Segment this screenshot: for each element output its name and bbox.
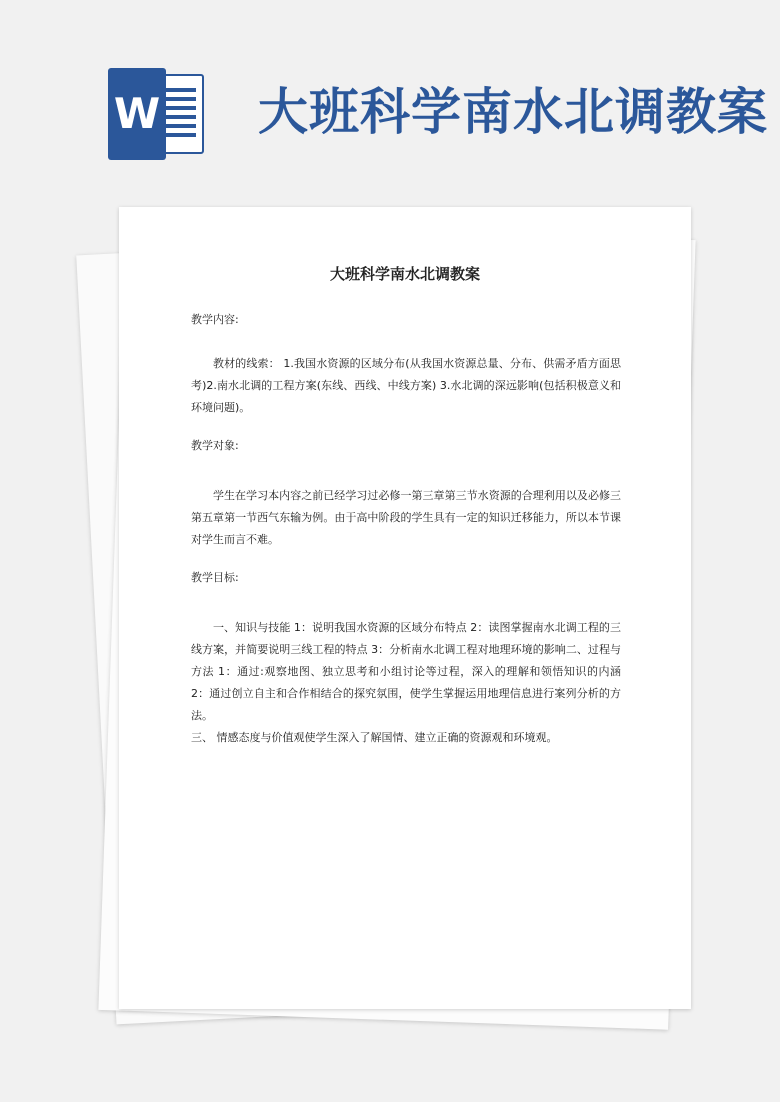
word-app-icon bbox=[108, 68, 208, 158]
section-heading: 教学对象: bbox=[191, 439, 239, 452]
section-heading: 教学目标: bbox=[191, 571, 239, 584]
document-body bbox=[191, 309, 621, 749]
section-heading: 教学内容: bbox=[191, 313, 239, 326]
document-page bbox=[119, 207, 691, 1009]
header-title: 大班科学南水北调教案 bbox=[258, 82, 768, 141]
section-paragraph-last-line: 三、 情感态度与价值观使学生深入了解国情、建立正确的资源观和环境观。 bbox=[191, 731, 558, 744]
document-title: 大班科学南水北调教案 bbox=[329, 265, 480, 283]
section-paragraph: 学生在学习本内容之前已经学习过必修一第三章第三节水资源的合理利用以及必修三第五章第一节西气东输为例。由于高中阶段的学生具有一定的知识迁移能力，所以本节课对学生而言不难。 bbox=[191, 489, 621, 546]
section-paragraph: 教材的线索： 1.我国水资源的区域分布(从我国水资源总量、分布、供需矛盾方面思考)2.南水北调的工程方案(东线、西线、中线方案) 3.水北调的深远影响(包括积极意义和环境问题)。 bbox=[191, 357, 621, 414]
section-paragraph: 一、知识与技能 1：说明我国水资源的区域分布特点 2：读图掌握南水北调工程的三线方案，并简要说明三线工程的特点 3：分析南水北调工程对地理环境的影响二、过程与方法 1：通过:观察地图、独立思考和小组讨论等过程，深入的理解和领悟知识的内涵 2：通过创立自主和合作相结合的探究氛围，使学生掌握运用地理信息进行案列分析的方法。 bbox=[191, 621, 621, 722]
word-icon-letter: W bbox=[108, 68, 166, 160]
